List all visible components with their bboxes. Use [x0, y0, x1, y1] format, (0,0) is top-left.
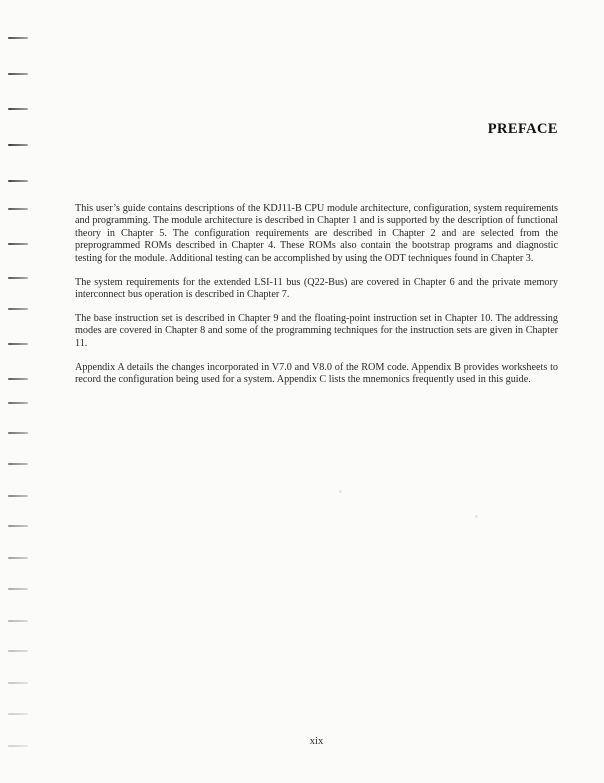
page-edge-mark — [8, 745, 28, 747]
page-edge-mark — [8, 108, 28, 110]
paragraph: Appendix A details the changes incorporated in V7.0 and V8.0 of the ROM code. Appendix B provides worksheets to record the configuration being used for a system. Appendix C lists the mnemonics frequently used in this guide. — [75, 361, 558, 386]
paragraph: This user’s guide contains descriptions of the KDJ11-B CPU module architecture, configuration, system requirements and programming. The module architecture is described in Chapter 1 and is supported by the description of functional theory in Chapter 5. The configuration requirements are described in Chapter 2 and are selected from the preprogrammed ROMs described in Chapter 4. These ROMs also contain the bootstrap programs and diagnostic testing for the module. Additional testing can be accomplished by using the ODT techniques found in Chapter 3. — [75, 203, 558, 264]
page-edge-mark — [8, 277, 28, 279]
page-edge-mark — [8, 37, 28, 39]
page-title: PREFACE — [487, 121, 558, 137]
page-edge-mark — [8, 402, 28, 404]
page-edge-mark — [8, 682, 28, 684]
page-edge-mark — [8, 463, 28, 465]
page-edge-mark — [8, 525, 28, 527]
page-edge-mark — [8, 378, 28, 380]
page-edge-mark — [8, 650, 28, 652]
paragraph: The system requirements for the extended LSI-11 bus (Q22-Bus) are covered in Chapter 6 and the private memory interconnect bus operation is described in Chapter 7. — [75, 276, 558, 301]
page-edge-mark — [8, 343, 28, 345]
page-edge-mark — [8, 73, 28, 75]
page-edge-mark — [8, 243, 28, 245]
page-edge-mark — [8, 713, 28, 715]
paragraph: The base instruction set is described in Chapter 9 and the floating-point instruction set in Chapter 10. The addressing modes are covered in Chapter 8 and some of the programming techniques for the instruction sets are given in Chapter 11. — [75, 313, 558, 349]
page-edge-mark — [8, 144, 28, 146]
page-number: xix — [309, 736, 324, 747]
page-edge-mark — [8, 557, 28, 559]
page-edge-mark — [8, 495, 28, 497]
page-edge-mark — [8, 588, 28, 590]
body-text — [75, 203, 558, 398]
scan-speck — [475, 515, 478, 518]
page-edge-mark — [8, 180, 28, 182]
page-edge-mark — [8, 620, 28, 622]
page-edge-mark — [8, 308, 28, 310]
page-edge-mark — [8, 432, 28, 434]
scan-speck — [339, 490, 342, 493]
page-edge-mark — [8, 208, 28, 210]
